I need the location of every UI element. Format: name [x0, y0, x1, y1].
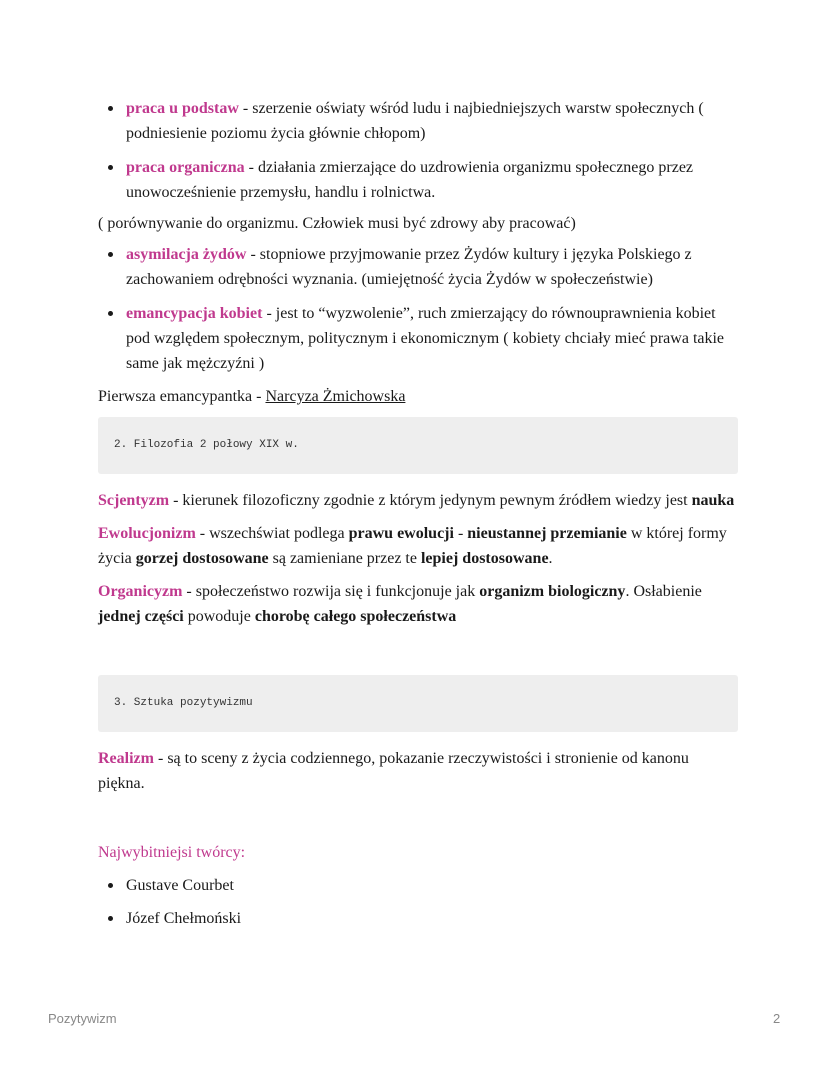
term: praca organiczna	[126, 159, 245, 176]
definition: - działania zmierzające do uzdrowienia organizmu społecznego przez unowocześnienie przemysłu, handlu i rolnictwa.	[126, 159, 694, 201]
text: -	[453, 525, 468, 542]
term: Ewolucjonizm	[98, 525, 196, 542]
bold-text: lepiej dostosowane	[420, 550, 549, 567]
definition: - szerzenie oświaty wśród ludu i najbiedniejszych warstw społecznych ( podniesienie poziomu życia głównie chłopom)	[126, 100, 704, 142]
text: .	[548, 550, 553, 567]
list-item	[98, 301, 738, 376]
definition: - stopniowe przyjmowanie przez Żydów kultury i języka Polskiego z zachowaniem odrębności wyznania. (umiejętność życia Żydów w społeczeństwie)	[126, 246, 692, 288]
list-item	[98, 96, 738, 146]
term: praca u podstaw	[126, 100, 239, 117]
bold-text: organizm biologiczny	[479, 583, 626, 600]
code-block-section-3: 3. Sztuka pozytywizmu	[98, 675, 738, 732]
artists-heading: Najwybitniejsi twórcy:	[98, 844, 246, 861]
list-item	[98, 242, 738, 292]
first-emancipist-prefix: Pierwsza emancypantka -	[98, 388, 266, 405]
code-block-section-2: 2. Filozofia 2 połowy XIX w.	[98, 417, 738, 474]
first-emancipist-line	[98, 384, 738, 409]
scjentyzm-paragraph	[98, 488, 738, 513]
ewolucjonizm-paragraph	[98, 521, 738, 571]
text: . Osłabienie	[625, 583, 702, 600]
text: są zamieniane przez te	[268, 550, 421, 567]
bold-text: prawu ewolucji	[348, 525, 454, 542]
first-emancipist-name: Narcyza Żmichowska	[265, 388, 406, 405]
text: w której formy życia	[98, 525, 727, 567]
list-item: Józef Chełmoński	[98, 906, 738, 931]
bullet-list-ideas-2	[98, 242, 738, 376]
realizm-paragraph	[98, 746, 738, 796]
term: emancypacja kobiet	[126, 305, 263, 322]
list-item: Gustave Courbet	[98, 873, 738, 898]
bold-text: chorobę całego społeczeństwa	[254, 608, 457, 625]
bold-text: nieustannej przemianie	[467, 525, 627, 542]
term: Organicyzm	[98, 583, 183, 600]
footer-title: Pozytywizm	[48, 1011, 117, 1026]
term: Scjentyzm	[98, 492, 170, 509]
text: - wszechświat podlega	[195, 525, 349, 542]
bullet-list-ideas-1	[98, 96, 738, 205]
list-item	[98, 155, 738, 205]
bold-text: nauka	[691, 492, 735, 509]
definition: - kierunek filozoficzny zgodnie z którym jedynym pewnym źródłem wiedzy jest	[169, 492, 692, 509]
text: powoduje	[183, 608, 255, 625]
artists-list	[98, 873, 738, 931]
text: - społeczeństwo rozwija się i funkcjonuje jak	[182, 583, 480, 600]
page-number: 2	[773, 1011, 781, 1026]
document-body	[98, 96, 738, 931]
bold-text: gorzej dostosowane	[135, 550, 269, 567]
note-paragraph: ( porównywanie do organizmu. Człowiek musi być zdrowy aby pracować)	[98, 215, 576, 232]
definition: - jest to “wyzwolenie”, ruch zmierzający do równouprawnienia kobiet pod względem społecznym, politycznym i ekonomicznym ( kobiety chciały mieć prawa takie same jak mężczyźni )	[126, 305, 725, 372]
term: Realizm	[98, 750, 154, 767]
organicyzm-paragraph	[98, 579, 738, 629]
term: asymilacja żydów	[126, 246, 247, 263]
definition: - są to sceny z życia codziennego, pokazanie rzeczywistości i stronienie od kanonu piękna.	[98, 750, 689, 792]
bold-text: jednej części	[98, 608, 184, 625]
